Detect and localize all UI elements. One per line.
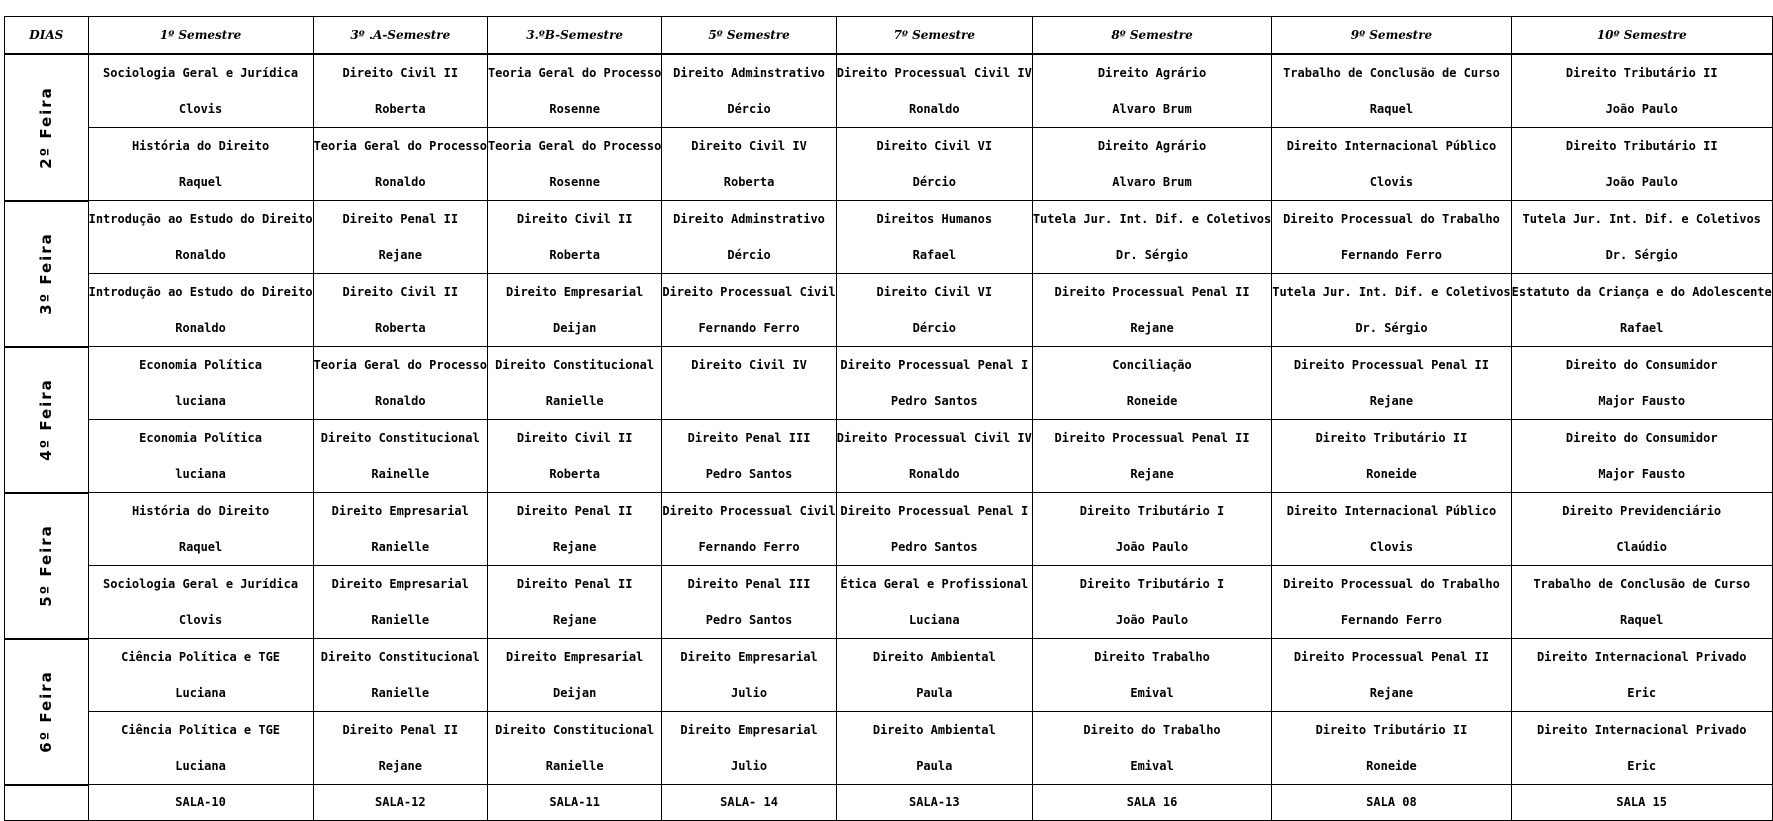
teacher-name: Emival [1130,686,1174,700]
teacher-name: Raquel [1369,102,1414,116]
rooms-label [5,785,89,821]
teacher-name: Ranielle [371,540,430,554]
subject-name: Conciliação [1112,358,1192,372]
teacher-name: Dr. Sérgio [1355,321,1428,335]
header-days: DIAS [5,17,89,55]
subject-name: Trabalho de Conclusão de Curso [1283,66,1500,80]
subject-name: Direito Processual do Trabalho [1283,577,1500,591]
teacher-name: Emival [1130,759,1174,773]
subject-name: Direito Constitucional [320,431,480,445]
class-cell [88,201,313,274]
class-cell [836,566,1032,639]
subject-name: Direito Agrário [1097,139,1207,153]
class-cell [487,347,661,420]
class-cell [88,128,313,201]
subject-name: Estatuto da Criança e do Adolescente [1511,285,1772,299]
subject-name: Direito Internacional Privado [1536,650,1747,664]
subject-name: Direito Internacional Público [1286,139,1497,153]
room-cell: SALA-13 [836,785,1032,821]
class-cell [88,493,313,566]
subject-name: Direito Constitucional [495,358,655,372]
teacher-name: Roberta [374,321,426,335]
subject-name: Direito Civil VI [876,285,993,299]
class-cell [1511,274,1772,347]
class-cell [662,493,836,566]
class-cell [1032,566,1271,639]
class-cell [487,566,661,639]
header-row [5,17,1773,55]
subject-name: Teoria Geral do Processo [487,66,662,80]
teacher-name: Raquel [1620,613,1664,627]
class-cell [313,566,487,639]
header-semester-8: 8º Semestre [1032,17,1271,55]
schedule-row [5,347,1773,420]
class-cell [88,420,313,493]
teacher-name: Dércio [727,102,771,116]
teacher-name: Dércio [912,175,956,189]
day-label-text: 6º Feira [36,670,55,753]
subject-name: Direito Penal II [342,723,459,737]
teacher-name: João Paulo [1115,613,1189,627]
class-cell [1272,566,1511,639]
teacher-name: Major Fausto [1598,467,1686,481]
subject-name: Direito Penal III [687,431,811,445]
class-cell [662,274,836,347]
class-cell [313,639,487,712]
class-cell [88,54,313,128]
schedule-row [5,128,1773,201]
class-cell [313,201,487,274]
class-cell [1511,639,1772,712]
subject-name: Direito do Consumidor [1565,358,1718,372]
class-cell [662,712,836,785]
subject-name: Direito Processual do Trabalho [1283,212,1500,226]
class-cell [1032,54,1271,128]
subject-name: Direito Civil II [516,431,633,445]
class-cell [487,274,661,347]
rooms-row [5,785,1773,821]
subject-name: Direito Penal III [687,577,811,591]
teacher-name: Alvaro Brum [1112,102,1192,116]
subject-name: Direito Civil VI [876,139,993,153]
subject-name: Tutela Jur. Int. Dif. e Coletivos [1272,285,1511,299]
class-cell [1511,347,1772,420]
teacher-name: Ranielle [371,686,430,700]
schedule-table [4,16,1773,821]
teacher-name: Fernando Ferro [698,540,800,554]
class-cell [88,347,313,420]
day-label [5,639,89,785]
subject-name: Direito do Trabalho [1083,723,1221,737]
day-label [5,347,89,493]
subject-name: Direito Processual Penal II [1293,650,1489,664]
teacher-name: Pedro Santos [890,540,978,554]
teacher-name: Roberta [549,248,600,262]
subject-name: História do Direito [131,504,270,518]
class-cell [1511,566,1772,639]
class-cell [487,639,661,712]
subject-name: Direito do Consumidor [1565,431,1718,445]
teacher-name: Eric [1627,759,1657,773]
subject-name: Introdução ao Estudo do Direito [88,285,313,299]
teacher-name: Pedro Santos [705,467,793,481]
class-cell [313,420,487,493]
header-semester-1: 1º Semestre [88,17,313,55]
schedule-row [5,201,1773,274]
teacher-name: Rafael [912,248,956,262]
class-cell [313,347,487,420]
subject-name: Direito Processual Penal II [1293,358,1489,372]
teacher-name: Julio [730,759,768,773]
teacher-name: Roberta [723,175,775,189]
class-cell [1511,420,1772,493]
teacher-name [662,383,835,419]
teacher-name: Ronaldo [908,467,960,481]
teacher-name: Clovis [1369,175,1414,189]
class-cell [1272,274,1511,347]
subject-name: Sociologia Geral e Jurídica [103,66,299,80]
class-cell [88,274,313,347]
subject-name: Direito Civil IV [691,139,807,153]
teacher-name: Paula [916,759,953,773]
day-label-text: 2º Feira [36,85,55,169]
subject-name: Direito Processual Civil [662,504,836,518]
schedule-row [5,639,1773,712]
subject-name: Direito Civil IV [691,358,807,372]
room-cell: SALA 15 [1511,785,1772,821]
teacher-name: Ronaldo [175,248,226,262]
class-cell [1272,493,1511,566]
teacher-name: Eric [1627,686,1657,700]
header-semester-3a: 3º .A-Semestre [313,17,487,55]
subject-name: Direito Empresarial [331,504,469,518]
class-cell [1272,639,1511,712]
subject-name: Direito Penal II [516,577,633,591]
class-cell [1272,347,1511,420]
subject-name: Economia Política [139,358,262,372]
class-cell [487,493,661,566]
teacher-name: Rejane [552,613,597,627]
schedule-row [5,712,1773,785]
header-semester-3b: 3.ºB-Semestre [487,17,661,55]
subject-name: Trabalho de Conclusão de Curso [1533,577,1751,591]
teacher-name: Fernando Ferro [1340,613,1443,627]
schedule-row [5,54,1773,128]
subject-name: Direito Penal II [516,504,633,518]
subject-name: Tutela Jur. Int. Dif. e Coletivos [1522,212,1761,226]
class-cell [487,128,661,201]
subject-name: Teoria Geral do Processo [487,139,662,153]
class-cell [1272,201,1511,274]
header-semester-5: 5º Semestre [662,17,836,55]
subject-name: Direito Processual Civil IV [836,66,1032,80]
teacher-name: Fernando Ferro [1340,248,1443,262]
teacher-name: Fernando Ferro [698,321,800,335]
class-cell [1511,493,1772,566]
class-cell [1272,420,1511,493]
class-cell [1032,347,1271,420]
teacher-name: Clovis [178,102,223,116]
day-label-text: 4º Feira [36,378,55,461]
teacher-name: Rosenne [549,102,600,116]
day-label [5,201,89,347]
class-cell [88,712,313,785]
teacher-name: Clovis [178,613,223,627]
class-cell [1272,54,1511,128]
subject-name: Ciência Política e TGE [121,650,281,664]
teacher-name: Dércio [912,321,956,335]
schedule-row [5,420,1773,493]
teacher-name: Ronaldo [374,175,426,189]
subject-name: Sociologia Geral e Jurídica [103,577,299,591]
class-cell [836,347,1032,420]
class-cell [1032,201,1271,274]
day-label [5,54,89,201]
class-cell [836,420,1032,493]
room-cell: SALA-10 [88,785,313,821]
teacher-name: Major Fausto [1598,394,1686,408]
teacher-name: Rejane [1369,686,1414,700]
teacher-name: Dércio [727,248,771,262]
teacher-name: Roberta [549,467,600,481]
teacher-name: Ranielle [545,394,604,408]
subject-name: Direito Empresarial [680,723,818,737]
subject-name: Direito Adminstrativo [673,66,825,80]
teacher-name: Luciana [175,686,226,700]
room-cell: SALA- 14 [662,785,836,821]
room-cell: SALA-12 [313,785,487,821]
subject-name: Ciência Política e TGE [121,723,281,737]
class-cell [1032,712,1271,785]
room-cell: SALA 16 [1032,785,1271,821]
teacher-name: Rejane [1130,321,1174,335]
teacher-name: Rosenne [549,175,600,189]
class-cell [313,128,487,201]
subject-name: Direito Tributário II [1315,723,1468,737]
subject-name: Direito Ambiental [872,650,996,664]
schedule-row [5,493,1773,566]
class-cell [662,639,836,712]
class-cell [836,201,1032,274]
teacher-name: luciana [175,467,226,481]
class-cell [1032,493,1271,566]
subject-name: Economia Política [139,431,262,445]
teacher-name: Roneide [1126,394,1178,408]
header-semester-7: 7º Semestre [836,17,1032,55]
class-cell [836,639,1032,712]
teacher-name: Roberta [374,102,426,116]
teacher-name: Ranielle [371,613,430,627]
teacher-name: Dr. Sérgio [1605,248,1678,262]
teacher-name: Rejane [552,540,597,554]
class-cell [313,274,487,347]
teacher-name: Pedro Santos [890,394,978,408]
subject-name: Teoria Geral do Processo [313,358,487,372]
subject-name: Direito Tributário II [1315,431,1468,445]
subject-name: Direito Empresarial [680,650,818,664]
teacher-name: luciana [175,394,226,408]
teacher-name: Luciana [175,759,226,773]
teacher-name: Rejane [1130,467,1174,481]
subject-name: Direito Processual Civil [662,285,836,299]
class-cell [1032,639,1271,712]
class-cell [662,420,836,493]
class-cell [1511,201,1772,274]
teacher-name: Ronaldo [908,102,960,116]
teacher-name: Ranielle [545,759,604,773]
teacher-name: Rafael [1620,321,1664,335]
subject-name: Direito Agrário [1097,66,1207,80]
class-cell [313,712,487,785]
subject-name: Direito Adminstrativo [673,212,825,226]
class-cell [836,712,1032,785]
teacher-name: Rejane [378,248,422,262]
subject-name: Direito Constitucional [320,650,480,664]
room-cell: SALA-11 [487,785,661,821]
teacher-name: Rainelle [371,467,430,481]
subject-name: Direito Trabalho [1094,650,1210,664]
teacher-name: Raquel [178,540,223,554]
teacher-name: Alvaro Brum [1112,175,1192,189]
subject-name: Direito Civil II [342,285,459,299]
teacher-name: Roneide [1366,759,1417,773]
subject-name: Direito Internacional Privado [1536,723,1747,737]
class-cell [662,54,836,128]
class-cell [836,274,1032,347]
class-cell [487,54,661,128]
teacher-name: Roneide [1366,467,1417,481]
teacher-name: Ronaldo [175,321,226,335]
room-cell: SALA 08 [1272,785,1511,821]
class-cell [1032,274,1271,347]
class-cell [313,54,487,128]
teacher-name: Clovis [1369,540,1414,554]
class-cell [313,493,487,566]
class-cell [1272,712,1511,785]
subject-name: Direito Empresarial [506,285,644,299]
subject-name: Direito Civil II [342,66,459,80]
subject-name: Direito Ambiental [872,723,996,737]
class-cell [836,493,1032,566]
teacher-name: Julio [730,686,768,700]
subject-name: História do Direito [131,139,270,153]
class-cell [487,201,661,274]
subject-name: Direito Constitucional [495,723,655,737]
teacher-name: Rejane [1369,394,1414,408]
subject-name: Direito Processual Civil IV [836,431,1032,445]
header-semester-9: 9º Semestre [1272,17,1511,55]
class-cell [662,566,836,639]
teacher-name: Paula [916,686,953,700]
class-cell [487,712,661,785]
subject-name: Direito Tributário I [1079,577,1225,591]
class-cell [1032,128,1271,201]
teacher-name: João Paulo [1115,540,1189,554]
class-cell [1511,54,1772,128]
class-cell [487,420,661,493]
class-cell [1272,128,1511,201]
teacher-name: Dr. Sérgio [1115,248,1189,262]
subject-name: Direito Tributário II [1565,139,1718,153]
teacher-name: Deijan [552,321,597,335]
subject-name: Direito Internacional Público [1286,504,1497,518]
teacher-name: Claúdio [1616,540,1667,554]
class-cell [1032,420,1271,493]
teacher-name: Raquel [178,175,223,189]
subject-name: Direitos Humanos [876,212,993,226]
day-label-text: 5º Feira [36,524,55,607]
teacher-name: João Paulo [1605,175,1678,189]
teacher-name: João Paulo [1605,102,1678,116]
teacher-name: Luciana [908,613,960,627]
day-label-text: 3º Feira [36,232,55,315]
teacher-name: Pedro Santos [705,613,793,627]
subject-name: Ética Geral e Profissional [840,577,1029,591]
subject-name: Direito Empresarial [506,650,644,664]
teacher-name: Ronaldo [374,394,426,408]
subject-name: Direito Processual Penal II [1054,431,1250,445]
class-cell [662,201,836,274]
subject-name: Tutela Jur. Int. Dif. e Coletivos [1032,212,1272,226]
header-semester-10: 10º Semestre [1511,17,1772,55]
subject-name: Direito Civil II [516,212,633,226]
class-cell [1511,128,1772,201]
subject-name: Direito Previdenciário [1562,504,1722,518]
class-cell [88,566,313,639]
subject-name: Direito Tributário I [1079,504,1225,518]
schedule-row [5,274,1773,347]
schedule-row [5,566,1773,639]
class-cell [1511,712,1772,785]
subject-name: Direito Empresarial [331,577,469,591]
class-cell [836,128,1032,201]
subject-name: Direito Penal II [342,212,459,226]
class-cell [662,128,836,201]
day-label [5,493,89,639]
subject-name: Direito Tributário II [1565,66,1718,80]
subject-name: Teoria Geral do Processo [313,139,487,153]
class-cell [88,639,313,712]
subject-name: Direito Processual Penal II [1054,285,1250,299]
subject-name: Direito Processual Penal I [840,358,1029,372]
teacher-name: Deijan [552,686,597,700]
teacher-name: Rejane [378,759,422,773]
class-cell [836,54,1032,128]
class-cell [662,347,836,420]
subject-name: Introdução ao Estudo do Direito [88,212,313,226]
subject-name: Direito Processual Penal I [840,504,1029,518]
